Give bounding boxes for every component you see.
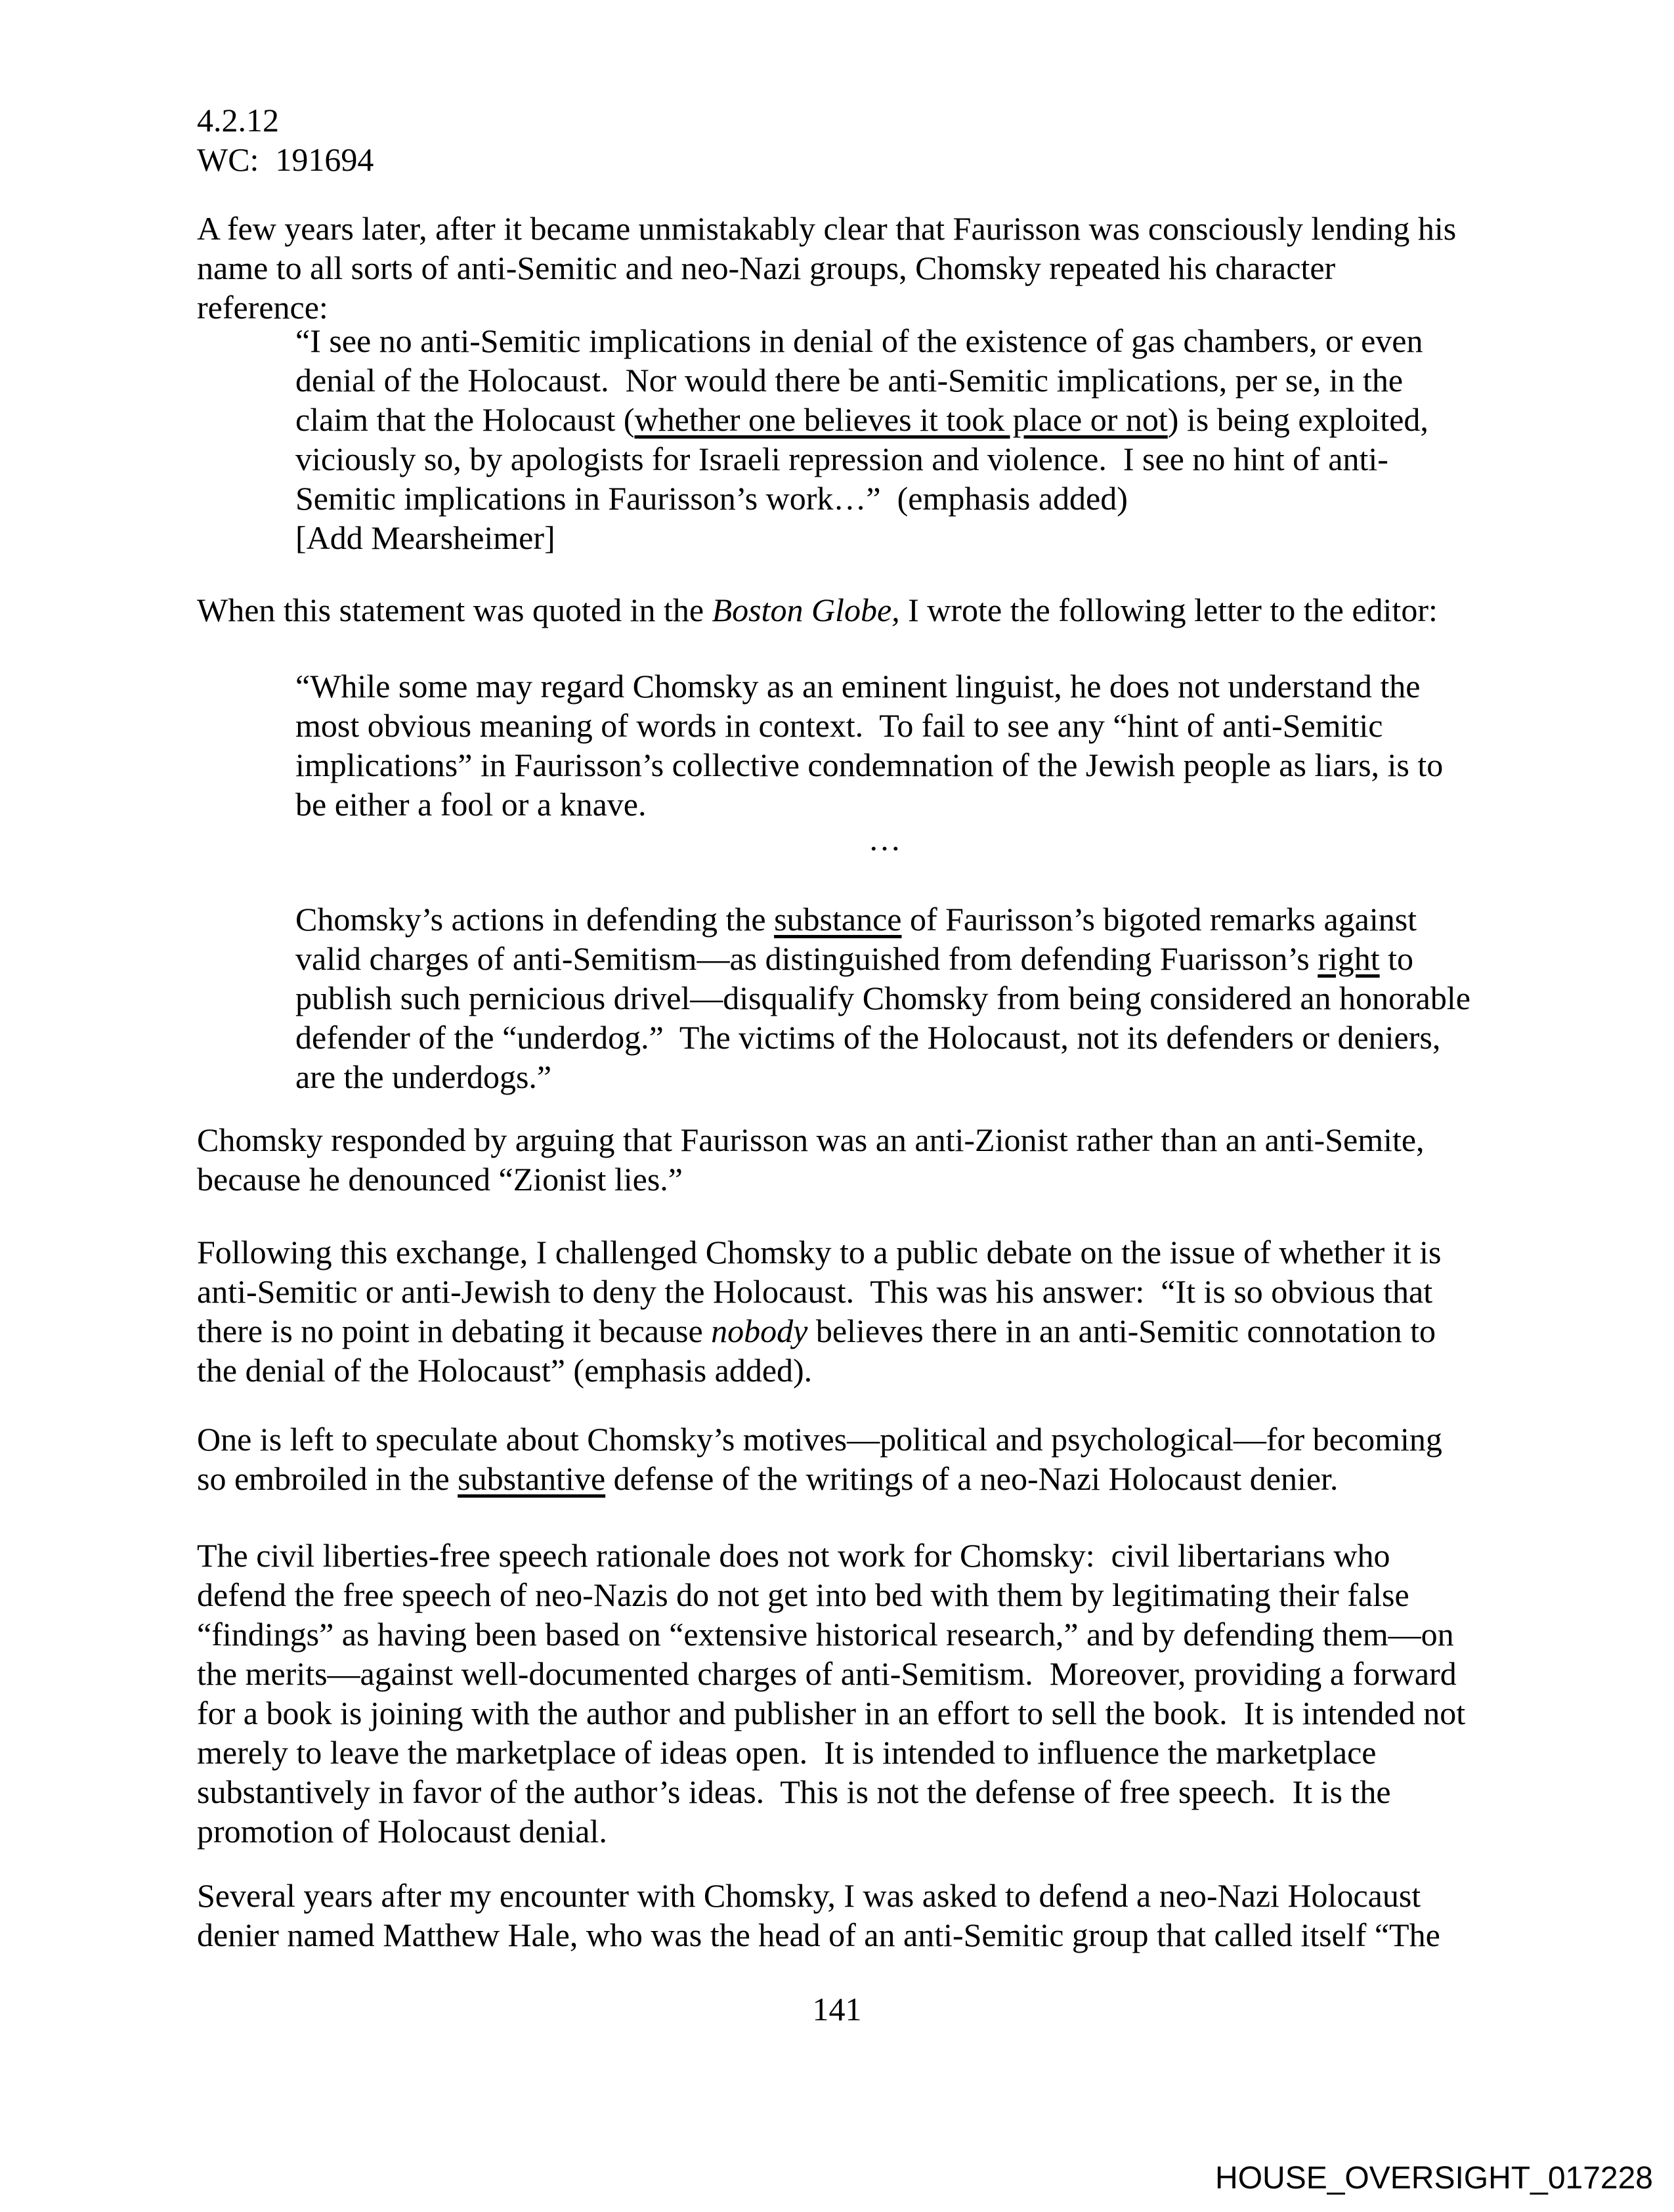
editor-note: [Add Mearsheimer] [295,519,555,556]
paragraph-text-after-italic: I wrote the following letter to the editor: [899,592,1438,628]
paragraph-motives [197,1420,1472,1498]
header-date: 4.2.12 [197,102,279,139]
paragraph-text-after-underline: defense of the writings of a neo-Nazi Holocaust denier. [605,1460,1339,1497]
quote-underlined-right: right [1318,940,1380,977]
bates-number: HOUSE_OVERSIGHT_017228 [1215,2161,1653,2196]
emphasized-word-nobody: nobody [711,1312,808,1349]
quote-text-after-underline: ) is being exploited, viciously so, by apologists for Israeli repression and violence. I see no hint of anti-Semitic implications in Faurisson’s work…” (emphasis added) [295,401,1437,517]
blockquote-character-reference [295,321,1474,557]
quote-text-seg1: Chomsky’s actions in defending the [295,901,775,938]
paragraph-text-before-underline: One is left to speculate about Chomsky’s motives—political and psychological—for becoming so embroiled in the [197,1421,1451,1497]
paragraph-text-before-italic: When this statement was quoted in the [197,592,712,628]
paragraph-response: Chomsky responded by arguing that Faurisson was an anti-Zionist rather than an anti-Semite, because he denounced “Zionist lies.” [197,1121,1433,1198]
blockquote-letter-part2 [295,900,1479,1096]
page-number: 141 [812,1991,862,2028]
quote-underlined-substance: substance [774,901,902,938]
paragraph-debate [197,1232,1472,1390]
quote-underlined-phrase: whether one believes it took place or not [634,401,1168,438]
paragraph-hale: Several years after my encounter with Chomsky, I was asked to defend a neo-Nazi Holocaust denier named Matthew Hale, who was the head of an anti-Semitic group that called itself “The [197,1877,1440,1953]
paragraph-boston-globe [197,590,1472,630]
publication-title: Boston Globe, [712,592,900,628]
underlined-word-substantive: substantive [458,1460,606,1497]
blockquote-letter-part1: “While some may regard Chomsky as an eminent linguist, he does not understand the most obvious meaning of words in context. To fail to see any “hint of anti-Semitic implications” in Faurisson’s collective condemnation of the Jewish people as liars, is to be either a fool or a knave. [295,668,1451,823]
paragraph-intro: A few years later, after it became unmistakably clear that Faurisson was consciously lending his name to all sorts of anti-Semitic and neo-Nazi groups, Chomsky repeated his character reference: [197,210,1465,326]
header-word-count: WC: 191694 [197,141,374,178]
document-header [197,100,1472,179]
paragraph-text-before-italic: Following this exchange, I challenged Chomsky to a public debate on the issue of whether it is anti-Semitic or anti-Jewish to deny the Holocaust. This was his answer: “It is so obvious that there is no point in debating it because [197,1234,1449,1349]
quote-text-seg3: to publish such pernicious drivel—disqualify Chomsky from being considered an honorable defender of the “underdog.” The victims of the Holocaust, not its defenders or deniers, are the underdogs.” [295,940,1479,1095]
paragraph-civil-liberties: The civil liberties-free speech rationale does not work for Chomsky: civil libertarians who defend the free speech of neo-Nazis do not get into bed with them by legitimating their false “findings” as having been based on “extensive historical research,” and by defending them—on the merits—against well-documented charges of anti-Semitism. Moreover, providing a forward for a book is joining with the author and publisher in an effort to sell the book. It is intended not merely to leave the marketplace of ideas open. It is intended to influence the marketplace substantively in favor of the author’s ideas. This is not the defense of free speech. It is the promotion of Holocaust denial. [197,1537,1474,1850]
quote-text-before-underline: “I see no anti-Semitic implications in denial of the existence of gas chambers, or even denial of the Holocaust. Nor would there be anti-Semitic implications, per se, in the claim that the Holocaust ( [295,322,1431,438]
paragraph-text-after-italic: believes there in an anti-Semitic connotation to the denial of the Holocaust” (emphasis added). [197,1312,1444,1389]
ellipsis-separator: … [868,821,901,857]
quote-text-seg2: of Faurisson’s bigoted remarks against valid charges of anti-Semitism—as distinguished from defending Fuarisson’s [295,901,1425,977]
